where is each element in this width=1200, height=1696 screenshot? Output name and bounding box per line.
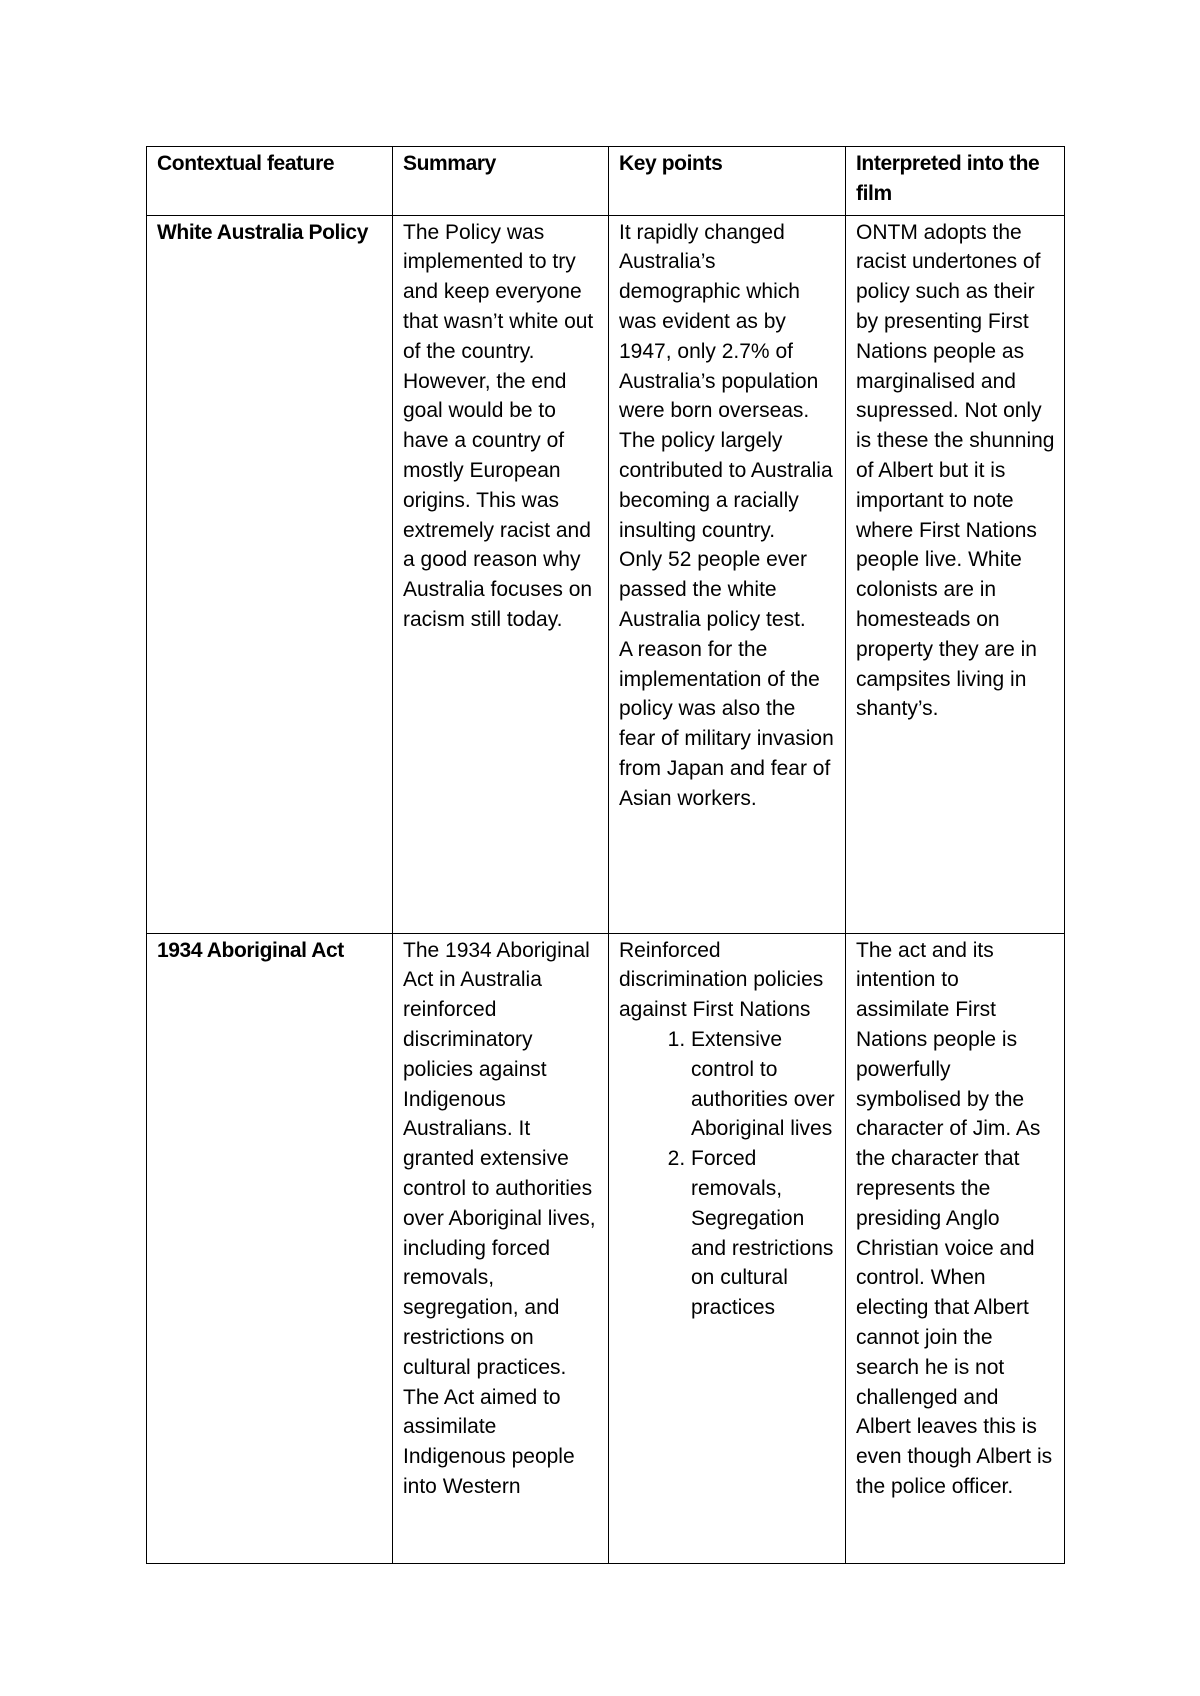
feature-cell: 1934 Aboriginal Act xyxy=(147,933,393,1563)
table-row-white-australia-policy xyxy=(147,215,1065,933)
key-points-cell xyxy=(609,215,846,933)
key-points-cell xyxy=(609,933,846,1563)
key-points-numbered-list xyxy=(619,1025,837,1323)
feature-cell: White Australia Policy xyxy=(147,215,393,933)
film-interpretation-cell: ONTM adopts the racist undertones of policy such as their by presenting First Nations people as marginalised and supressed. Not only is these the shunning of Albert but it is important to note where First Nations people live. White colonists are in homesteads on property they are in campsites living in shanty’s. xyxy=(846,215,1065,933)
key-points-intro: Reinforced discrimination policies against First Nations xyxy=(619,938,824,1022)
key-point: The policy largely contributed to Australia becoming a racially insulting country. xyxy=(619,429,833,542)
key-point: Only 52 people ever passed the white Australia policy test. xyxy=(619,548,807,631)
summary-cell: The 1934 Aboriginal Act in Australia reinforced discriminatory policies against Indigenous Australians. It granted extensive control to authorities over Aboriginal lives, including forced removals, segregation, and restrictions on cultural practices. The Act aimed to assimilate Indigenous people into Western xyxy=(393,933,609,1563)
list-item: 2. Forced removals, Segregation and restrictions on cultural practices xyxy=(691,1144,837,1323)
table-header-row xyxy=(147,147,1065,216)
header-contextual-feature: Contextual feature xyxy=(147,147,393,216)
list-item: 1. Extensive control to authorities over Aboriginal lives xyxy=(691,1025,837,1144)
header-interpreted-into-film: Interpreted into the film xyxy=(846,147,1065,216)
summary-cell: The Policy was implemented to try and keep everyone that wasn’t white out of the country. However, the end goal would be to have a country of mostly European origins. This was extremely racist and a good reason why Australia focuses on racism still today. xyxy=(393,215,609,933)
film-interpretation-cell: The act and its intention to assimilate First Nations people is powerfully symbolised by the character of Jim. As the character that represents the presiding Anglo Christian voice and control. When electing that Albert cannot join the search he is not challenged and Albert leaves this is even though Albert is the police officer. xyxy=(846,933,1065,1563)
header-summary: Summary xyxy=(393,147,609,216)
contextual-features-table xyxy=(146,146,1065,1564)
key-point: A reason for the implementation of the policy was also the fear of military invasion from Japan and fear of Asian workers. xyxy=(619,637,834,810)
key-point: It rapidly changed Australia’s demographic which was evident as by 1947, only 2.7% of Australia’s population were born overseas. xyxy=(619,220,819,423)
table-row-1934-aboriginal-act xyxy=(147,933,1065,1563)
header-key-points: Key points xyxy=(609,147,846,216)
